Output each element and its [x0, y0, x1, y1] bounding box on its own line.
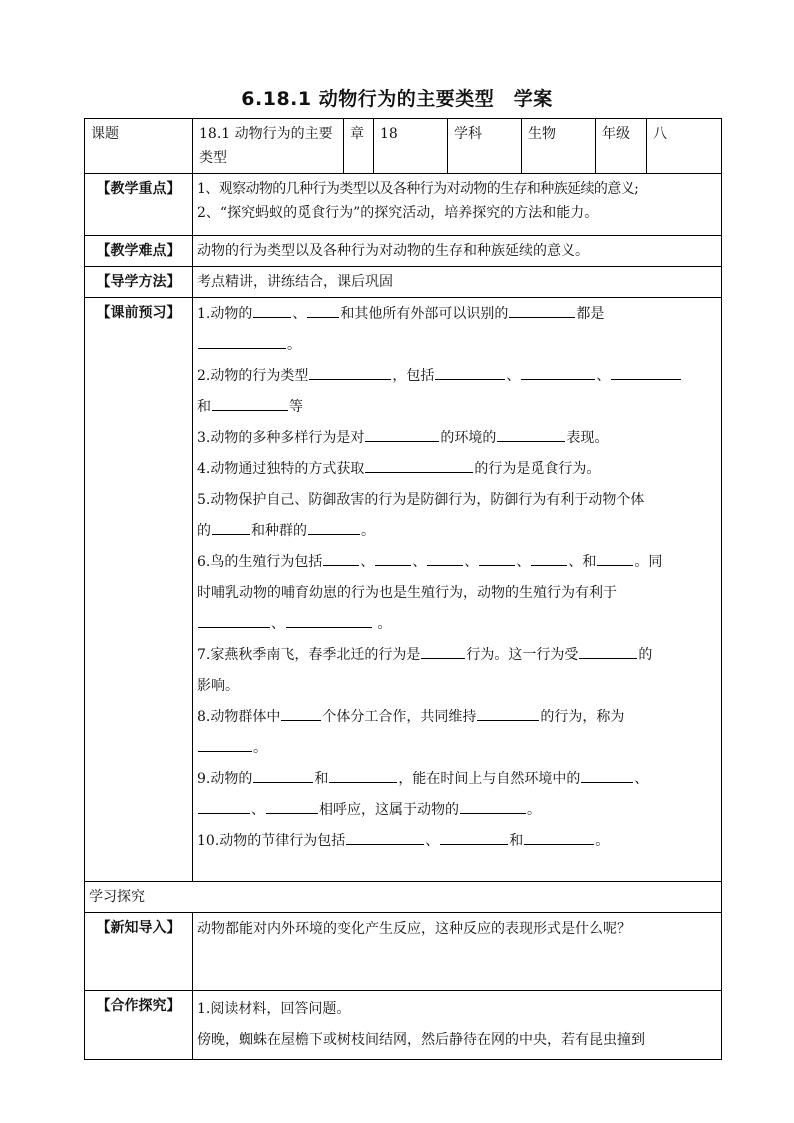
- blank[interactable]: [435, 365, 505, 380]
- difficulty-row: [85, 236, 722, 267]
- section-row: [85, 882, 722, 913]
- preview-q5-line2: 的 和种群的 。: [197, 516, 715, 547]
- blank[interactable]: [309, 365, 391, 380]
- blank[interactable]: [440, 830, 508, 845]
- blank[interactable]: [365, 427, 439, 442]
- cooperation-label: 【合作探究】: [85, 991, 193, 1060]
- header-chapter-label: 章: [344, 119, 374, 174]
- preview-q1-line1: 1.动物的 、 和其他所有外部可以识别的 都是: [197, 299, 715, 330]
- preview-q9-line1: 9.动物的 和 ，能在时间上与自然环境中的 、: [197, 764, 715, 795]
- preview-row: [85, 298, 722, 882]
- blank[interactable]: [212, 520, 250, 535]
- header-grade-label: 年级: [596, 119, 647, 174]
- blank[interactable]: [375, 551, 411, 566]
- header-row: [85, 119, 722, 174]
- blank[interactable]: [286, 613, 372, 628]
- header-chapter-value: 18: [374, 119, 448, 174]
- focus-item-2: 2、“探究蚂蚁的觅食行为”的探究活动，培养探究的方法和能力。: [197, 205, 599, 221]
- preview-q8-line2: 。: [197, 733, 715, 764]
- method-text: 考点精讲，讲练结合，课后巩固: [193, 267, 722, 298]
- header-topic-label: 课题: [85, 119, 193, 174]
- blank[interactable]: [497, 427, 565, 442]
- page-title: 6.18.1 动物行为的主要类型 学案: [241, 88, 553, 110]
- blank[interactable]: [198, 737, 252, 752]
- blank[interactable]: [253, 768, 313, 783]
- difficulty-label: 【教学难点】: [85, 236, 193, 267]
- blank[interactable]: [212, 396, 288, 411]
- preview-q3: 3.动物的多种多样行为是对 的环境的 表现。: [197, 423, 715, 454]
- preview-q1-line2: 。: [197, 330, 715, 361]
- blank[interactable]: [460, 799, 526, 814]
- focus-item-1: 1、观察动物的几种行为类型以及各种行为对动物的生存和种族延续的意义;: [197, 181, 639, 197]
- method-label: 【导学方法】: [85, 267, 193, 298]
- section-title: 学习探究: [85, 882, 722, 913]
- header-subject-label: 学科: [448, 119, 522, 174]
- preview-q6-line1: 6.鸟的生殖行为包括 、 、 、 、 、和 。同: [197, 547, 715, 578]
- blank[interactable]: [521, 365, 595, 380]
- blank[interactable]: [477, 706, 539, 721]
- new-knowledge-text: 动物都能对内外环境的变化产生反应，这种反应的表现形式是什么呢？: [193, 913, 722, 991]
- cooperation-item-1: 1.阅读材料，回答问题。: [197, 1001, 351, 1017]
- blank[interactable]: [281, 706, 321, 721]
- preview-q10: 10.动物的节律行为包括 、 和 。: [197, 826, 715, 857]
- preview-q7-line1: 7.家燕秋季南飞，春季北迁的行为是 行为。这一行为受 的: [197, 640, 715, 671]
- method-row: [85, 267, 722, 298]
- preview-content: [193, 298, 722, 882]
- preview-q6-line3: 、 。: [197, 609, 715, 640]
- cooperation-item-2: 傍晚，蜘蛛在屋檐下或树枝间结网，然后静待在网的中央，若有昆虫撞到: [197, 1032, 645, 1048]
- preview-q6-line2: 时哺乳动物的哺育幼崽的行为也是生殖行为，动物的生殖行为有利于: [197, 585, 617, 601]
- preview-q8-line1: 8.动物群体中 个体分工合作，共同维持 的行为，称为: [197, 702, 715, 733]
- preview-q4: 4.动物通过独特的方式获取 的行为是觅食行为。: [197, 454, 715, 485]
- preview-label: 【课前预习】: [85, 298, 193, 882]
- blank[interactable]: [198, 799, 250, 814]
- blank[interactable]: [323, 551, 359, 566]
- blank[interactable]: [421, 644, 465, 659]
- blank[interactable]: [579, 644, 637, 659]
- preview-q2-line1: 2.动物的行为类型 ，包括 、 、: [197, 361, 715, 392]
- new-knowledge-label: 【新知导入】: [85, 913, 193, 991]
- preview-q9-line2: 、 相呼应，这属于动物的 。: [197, 795, 715, 826]
- blank[interactable]: [365, 458, 473, 473]
- blank[interactable]: [307, 303, 339, 318]
- lesson-table: [84, 118, 722, 1060]
- blank[interactable]: [524, 830, 594, 845]
- blank[interactable]: [266, 799, 318, 814]
- preview-q7-line2: 影响。: [197, 678, 239, 694]
- preview-q5-line1: 5.动物保护自己、防御敌害的行为是防御行为，防御行为有利于动物个体: [197, 492, 645, 508]
- blank[interactable]: [479, 551, 515, 566]
- blank[interactable]: [346, 830, 424, 845]
- blank[interactable]: [597, 551, 633, 566]
- blank[interactable]: [253, 303, 291, 318]
- header-topic-value: 18.1 动物行为的主要类型: [193, 119, 344, 174]
- blank[interactable]: [198, 334, 286, 349]
- difficulty-text: 动物的行为类型以及各种行为对动物的生存和种族延续的意义。: [193, 236, 722, 267]
- header-grade-value: 八: [647, 119, 722, 174]
- focus-row: [85, 174, 722, 236]
- cooperation-row: [85, 991, 722, 1060]
- header-subject-value: 生物: [522, 119, 596, 174]
- blank[interactable]: [198, 613, 270, 628]
- blank[interactable]: [329, 768, 397, 783]
- blank[interactable]: [581, 768, 633, 783]
- blank[interactable]: [531, 551, 567, 566]
- blank[interactable]: [611, 365, 681, 380]
- blank[interactable]: [308, 520, 360, 535]
- new-knowledge-row: [85, 913, 722, 991]
- preview-q2-line2: 和 等: [197, 392, 715, 423]
- cooperation-content: [193, 991, 722, 1060]
- focus-label: 【教学重点】: [85, 174, 193, 236]
- blank[interactable]: [509, 303, 575, 318]
- focus-content: [193, 174, 722, 236]
- blank[interactable]: [427, 551, 463, 566]
